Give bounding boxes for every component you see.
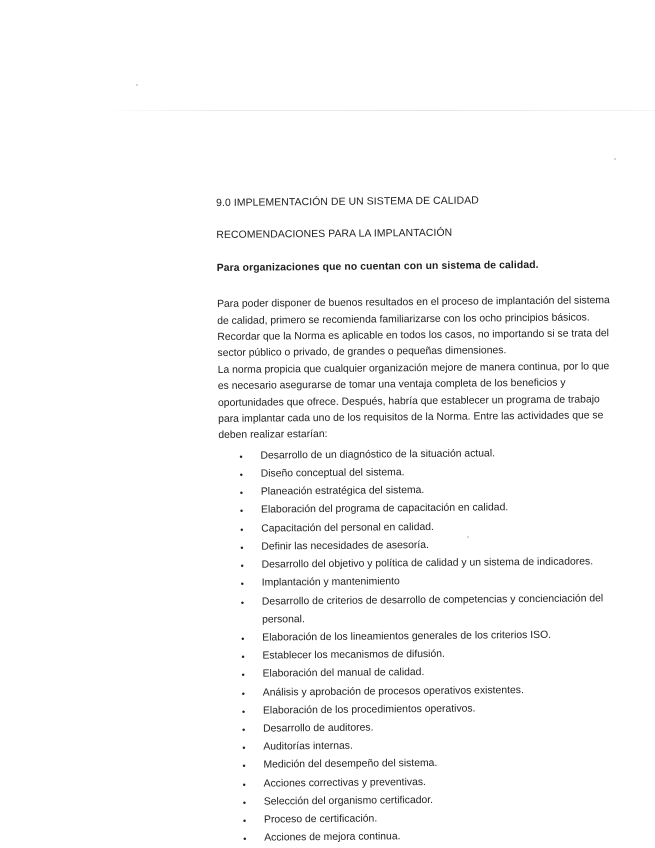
bullet-icon: • — [239, 451, 243, 462]
bullet-icon: • — [240, 579, 244, 590]
list-item-text: Elaboración de los procedimientos operativos. — [262, 703, 476, 717]
paragraph-line: La norma propicia que cualquier organización mejore de manera continua, por lo que — [217, 361, 610, 376]
bullet-icon: • — [239, 469, 243, 480]
paragraph-line: deben realizar estarían: — [218, 429, 328, 442]
subtitle: RECOMENDACIONES PARA LA IMPLANTACIÓN — [216, 228, 453, 242]
bullet-icon: • — [241, 688, 245, 699]
bullet-icon: • — [240, 560, 244, 571]
list-item-text: Capacitación del personal en calidad. — [261, 521, 434, 535]
list-item-text: Análisis y aprobación de procesos operativos existentes. — [262, 684, 524, 699]
bullet-icon: • — [239, 488, 244, 499]
paragraph-line: es necesario asegurarse de tomar una ventaja completa de los beneficios y — [217, 377, 566, 393]
list-item-text: Desarrollo del objetivo y política de calidad y un sistema de indicadores. — [261, 556, 594, 571]
scan-speck — [614, 158, 616, 160]
bullet-icon: • — [241, 633, 245, 644]
document-page — [216, 192, 652, 848]
list-item-text: Auditorías internas. — [263, 740, 353, 753]
list-item-text: Elaboración de los lineamientos generales de los criterios ISO. — [262, 629, 552, 644]
list-item-text: Acciones correctivas y preventivas. — [263, 776, 426, 790]
bullet-icon: • — [239, 506, 244, 517]
paragraph-line: Recordar que la Norma es aplicable en todos los casos, no importando si se trata del — [217, 328, 609, 344]
bullet-icon: • — [242, 724, 246, 735]
paragraph-line: oportunidades que ofrece. Después, habría que establecer un programa de trabajo — [217, 393, 600, 409]
list-item-text: Desarrollo de un diagnóstico de la situación actual. — [260, 448, 496, 462]
paragraph-line: para implantar cada uno de los requisitos de la Norma. Entre las actividades que se — [218, 410, 604, 426]
list-item-text: Desarrollo de auditores. — [263, 722, 374, 735]
bullet-icon: • — [241, 670, 245, 681]
bullet-icon: • — [241, 651, 245, 662]
paragraph-line: sector público o privado, de grandes o pequeñas dimensiones. — [217, 345, 507, 360]
list-item-text: Selección del organismo certificador. — [263, 794, 434, 808]
list-item-text: Definir las necesidades de asesoría. — [261, 539, 429, 553]
scan-speck — [136, 84, 138, 86]
section-title: 9.0 IMPLEMENTACIÓN DE UN SISTEMA DE CALIDAD — [216, 195, 479, 209]
list-item-text: Desarrollo de criterios de desarrollo de competencias y concienciación del — [261, 592, 604, 608]
activities-list — [218, 444, 652, 848]
list-item — [222, 826, 652, 848]
subheading: Para organizaciones que no cuentan con un sistema de calidad. — [216, 259, 539, 274]
bullet-icon: • — [240, 597, 245, 608]
bullet-icon: • — [242, 779, 246, 790]
bullet-icon: • — [242, 815, 247, 826]
bullet-icon: • — [243, 833, 247, 844]
list-item-text: Elaboración del programa de capacitación en calidad. — [260, 502, 509, 517]
list-item-text: Planeación estratégica del sistema. — [260, 485, 425, 498]
scan-artifact-line — [100, 110, 655, 111]
list-item-text: Elaboración del manual de calidad. — [262, 667, 425, 680]
bullet-icon: • — [241, 706, 246, 717]
bullet-icon: • — [240, 542, 244, 553]
body-paragraph — [217, 293, 648, 445]
bullet-icon: • — [242, 742, 246, 753]
list-item-text: Establecer los mecanismos de difusión. — [262, 648, 445, 662]
paragraph-line: de calidad, primero se recomienda familiarizarse con los ocho principios básicos. — [217, 312, 590, 327]
bullet-icon: • — [242, 797, 247, 808]
list-item-text: Proceso de certificación. — [263, 813, 378, 826]
list-item-text: Medición del desempeño del sistema. — [263, 758, 438, 771]
bullet-icon: • — [242, 761, 246, 772]
list-item-text: Implantación y mantenimiento — [261, 576, 400, 589]
bullet-icon: • — [240, 524, 244, 535]
paragraph-line: Para poder disponer de buenos resultados en el proceso de implantación del sistema — [216, 295, 610, 311]
list-item-text: personal. — [262, 613, 305, 626]
list-item-text: Diseño conceptual del sistema. — [260, 467, 405, 480]
list-item-text: Acciones de mejora continua. — [264, 831, 401, 844]
